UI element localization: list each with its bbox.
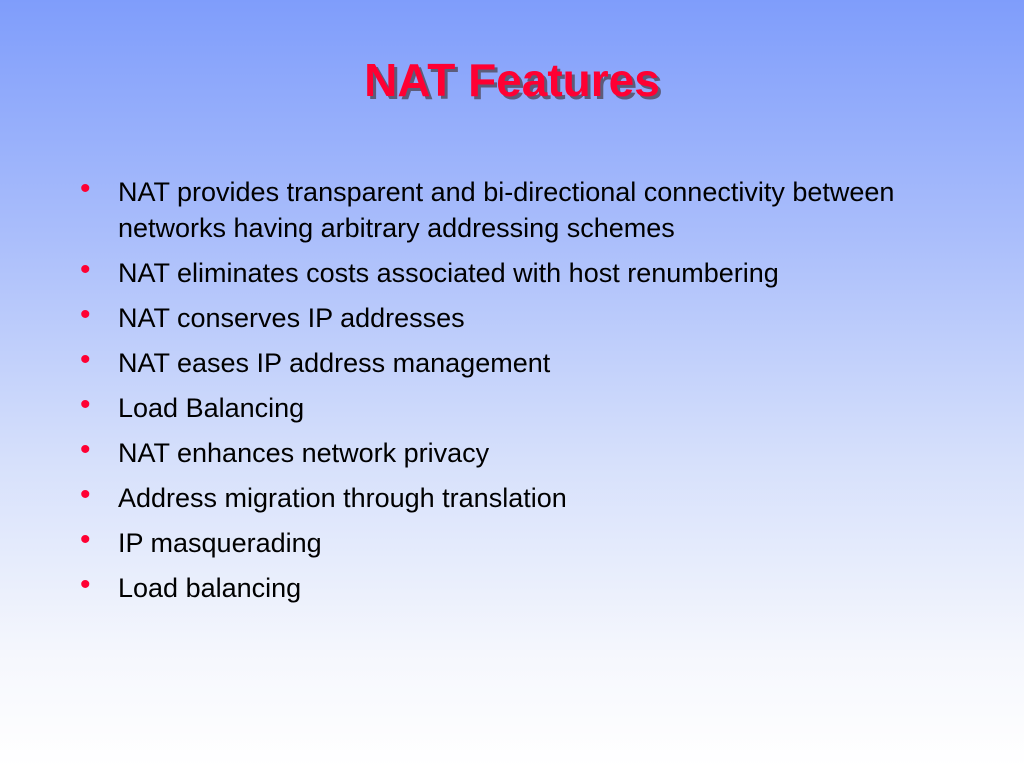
- bullet-item: [80, 525, 940, 561]
- bullet-item: [80, 435, 940, 471]
- bullet-text: Load balancing: [118, 573, 302, 603]
- bullet-item: [80, 480, 940, 516]
- bullet-text: IP masquerading: [118, 528, 322, 558]
- bullet-item: [80, 390, 940, 426]
- bullet-text: Load Balancing: [118, 393, 305, 423]
- bullet-marker: •: [80, 343, 91, 376]
- bullet-item: [80, 255, 940, 291]
- bullet-text: NAT provides transparent and bi-directional connectivity between networks having arbitrary addressing schemes: [118, 177, 895, 243]
- bullet-marker: •: [80, 388, 91, 421]
- bullet-marker: •: [80, 568, 91, 601]
- bullet-marker: •: [80, 253, 91, 286]
- bullet-item: [80, 174, 940, 246]
- slide-title: NAT Features: [364, 54, 660, 106]
- bullet-marker: •: [80, 298, 91, 331]
- bullet-marker: •: [80, 433, 91, 466]
- bullet-marker: •: [80, 478, 91, 511]
- bullet-marker: •: [80, 172, 91, 205]
- bullet-list: [80, 174, 940, 615]
- bullet-text: NAT conserves IP addresses: [118, 303, 465, 333]
- bullet-item: [80, 300, 940, 336]
- bullet-item: [80, 345, 940, 381]
- bullet-text: NAT eases IP address management: [118, 348, 551, 378]
- bullet-text: NAT eliminates costs associated with host renumbering: [118, 258, 779, 288]
- bullet-item: [80, 570, 940, 606]
- bullet-marker: •: [80, 523, 91, 556]
- bullet-text: Address migration through translation: [118, 483, 567, 513]
- bullet-text: NAT enhances network privacy: [118, 438, 490, 468]
